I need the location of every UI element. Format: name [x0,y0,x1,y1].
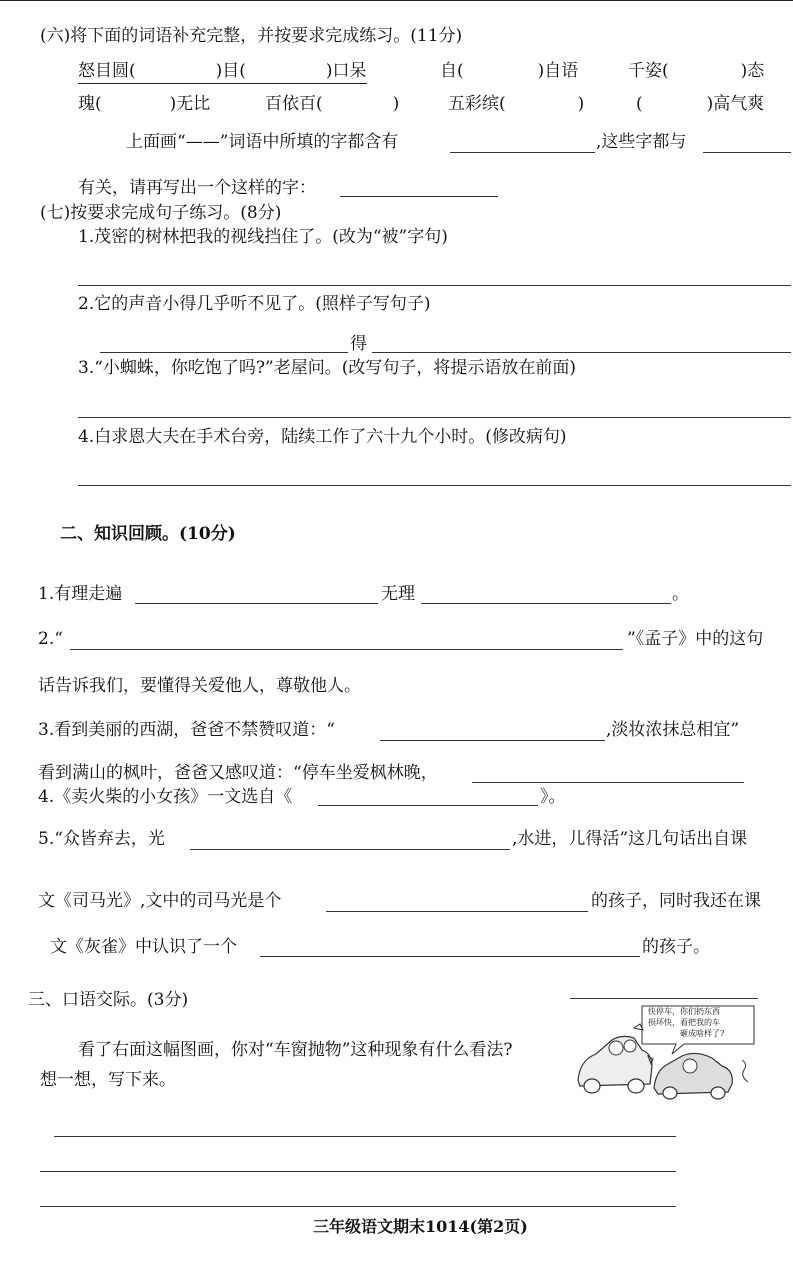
word-text: )口呆 [325,61,367,81]
section-3-title: 三、口语交际。(3分) [28,990,189,1010]
answer-line[interactable] [40,1171,676,1172]
word-text: )无比 [169,94,211,114]
word-text: 自( [440,61,464,81]
answer-line[interactable] [54,1136,676,1137]
page-footer: 三年级语文期末1014(第2页) [313,1217,528,1236]
sentence-q1: 1.茂密的树林把我的视线挡住了。(改为“被”字句) [78,227,448,247]
section-6-title: (六)将下面的词语补充完整，并按要求完成练习。(11分) [40,26,463,46]
word-question-c: 有关，请再写出一个这样的字： [78,178,316,198]
word-text: ( [636,94,643,114]
sentence-q4: 4.白求恩大夫在手术台旁，陆续工作了六十九个小时。(修改病句) [78,427,567,447]
word-text: 怒目圆( [78,61,136,81]
answer-line[interactable] [421,603,671,604]
answer-line[interactable] [100,352,348,353]
word-question-b: ,这些字都与 [596,132,687,152]
recall-2c: 话告诉我们，要懂得关爱他人，尊敬他人。 [38,676,361,696]
recall-5f: 的孩子。 [642,937,710,957]
recall-4a: 4.《卖火柴的小女孩》一文选自《 [38,787,293,807]
recall-5d: 的孩子，同时我还在课 [591,891,761,911]
answer-line[interactable] [78,417,791,418]
word-text: )自语 [537,61,579,81]
answer-line[interactable] [260,956,640,957]
word-blank-1 [78,63,367,80]
word-question-a: 上面画“——”词语中所填的字都含有 [126,132,399,152]
answer-line[interactable] [372,352,791,353]
word-text: 千姿( [628,61,669,81]
recall-1c: 。 [672,584,689,604]
word-blank-2 [440,63,578,80]
word-text: 瑰( [78,94,102,114]
word-text: )目( [215,61,246,81]
recall-1a: 1.有理走遍 [38,584,123,604]
recall-5b: ,水进，儿得活”这几句话出自课 [512,829,748,849]
recall-2a: 2.“ [38,629,63,649]
word-blank-7 [636,96,764,113]
recall-5c: 文《司马光》,文中的司马光是个 [38,891,282,911]
word-blank-5 [265,96,399,113]
answer-line[interactable] [318,805,538,806]
recall-5a: 5.“众皆弃去，光 [38,829,165,849]
bubble-text-3: 砸成啥样了? [680,1029,725,1038]
answer-line[interactable] [472,782,744,783]
top-border [0,0,793,1]
recall-3b: ,淡妆浓抹总相宜” [606,720,740,740]
answer-line[interactable] [135,603,378,604]
word-text: )态 [740,61,765,81]
oral-prompt-2: 想一想，写下来。 [40,1070,176,1090]
car-window-littering-illustration [572,1000,758,1100]
word-text: )高气爽 [706,94,765,114]
word-text: 百依百( [265,94,323,114]
word-text: ) [392,94,400,114]
section-2-title: 二、知识回顾。(10分) [60,524,236,544]
answer-line[interactable] [70,649,623,650]
word-blank-6 [448,96,584,113]
recall-5e: 文《灰雀》中认识了一个 [50,937,237,957]
answer-line[interactable] [703,152,791,153]
answer-line[interactable] [340,196,498,197]
word-text: 五彩缤( [448,94,506,114]
answer-line[interactable] [380,740,605,741]
bubble-text-2: 损坏快，看把我的车 [648,1018,720,1027]
answer-line[interactable] [190,849,510,850]
word-blank-4 [78,96,210,113]
sentence-q2-de: 得 [350,334,367,354]
answer-line[interactable] [450,152,595,153]
recall-3c: 看到满山的枫叶，爸爸又感叹道：“停车坐爱枫林晚， [38,763,438,783]
recall-1b: 无理 [381,584,415,604]
oral-prompt-1: 看了右面这幅图画，你对“车窗抛物”这种现象有什么看法? [78,1040,513,1060]
top-rule [570,998,758,999]
recall-4b: 》。 [540,787,566,807]
sentence-q2: 2.它的声音小得几乎听不见了。(照样子写句子) [78,294,431,314]
bubble-text-1: 快停车，你们扔东西 [648,1007,720,1016]
answer-line[interactable] [40,1206,676,1207]
answer-line[interactable] [326,911,588,912]
sentence-q3: 3.“小蜘蛛，你吃饱了吗?”老屋问。(改写句子，将提示语放在前面) [78,358,576,378]
section-7-title: (七)按要求完成句子练习。(8分) [40,203,282,223]
recall-3a: 3.看到美丽的西湖，爸爸不禁赞叹道：“ [38,720,335,740]
recall-2b: ”《孟子》中的这句 [627,629,764,649]
answer-line[interactable] [78,285,791,286]
word-blank-3 [628,63,764,80]
word-text: ) [577,94,585,114]
answer-line[interactable] [78,485,791,486]
